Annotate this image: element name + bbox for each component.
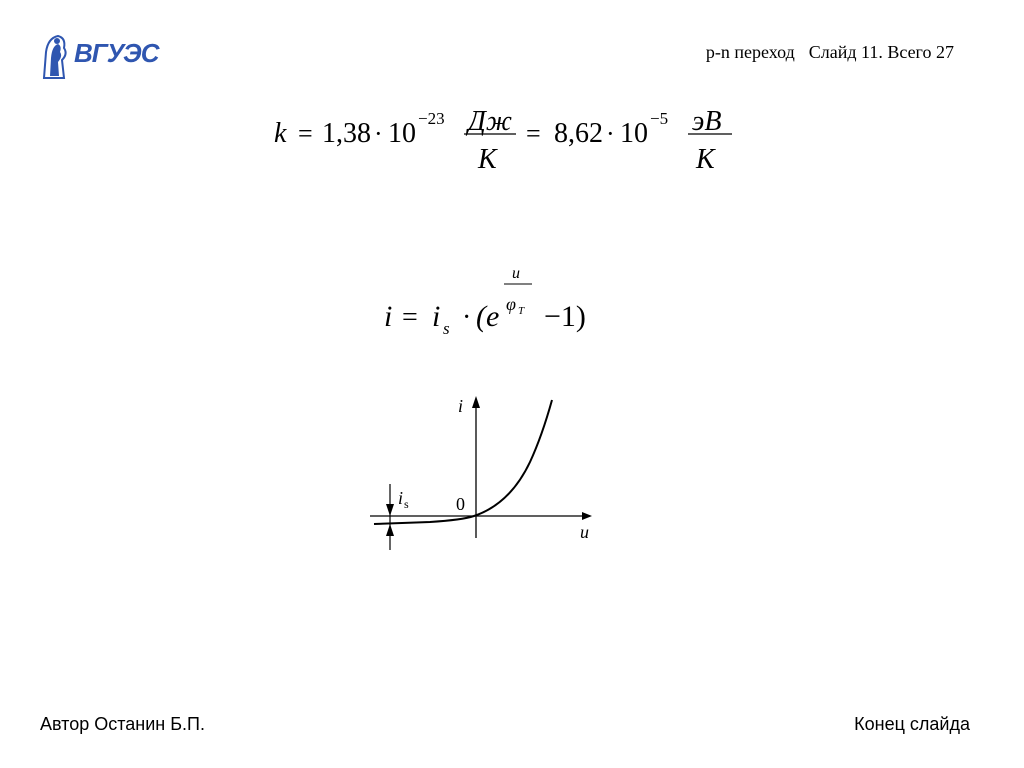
- logo-text: ВГУЭС: [74, 38, 159, 68]
- saturation-sub: s: [443, 319, 450, 338]
- paren-exp: (e: [476, 300, 500, 333]
- exponent-1: −23: [418, 109, 445, 128]
- equals-3: =: [402, 302, 418, 333]
- unit2-numerator: эВ: [692, 106, 722, 137]
- unit1-numerator: Дж: [468, 106, 512, 137]
- is-label-sub: s: [404, 497, 409, 511]
- exponent-numerator: u: [512, 265, 520, 282]
- iv-characteristic-graph: [370, 392, 600, 552]
- dot-1: ·: [374, 119, 383, 148]
- equals-1: =: [298, 119, 313, 148]
- coef-2: 8,62: [554, 118, 603, 149]
- slide-topic: p-n переход: [705, 42, 795, 62]
- unit2-denominator: К: [696, 144, 715, 175]
- diode-equation: [380, 262, 620, 344]
- slide-counter: Слайд 11. Всего 27: [808, 42, 954, 62]
- base-2: 10: [620, 118, 648, 149]
- end-slide-button[interactable]: Конец слайда: [854, 714, 970, 734]
- exponent-denominator: φ: [506, 294, 516, 314]
- slide-header: [706, 42, 954, 63]
- dot-3: ·: [462, 302, 472, 333]
- is-arrow-up-icon: [386, 524, 394, 536]
- y-axis-label: i: [458, 396, 464, 416]
- current-symbol: i: [384, 300, 393, 333]
- exponent-denominator-sub: T: [518, 305, 525, 317]
- minus-one-close: −1): [544, 300, 586, 333]
- university-logo: [38, 32, 160, 80]
- y-axis-arrow-icon: [472, 396, 480, 408]
- is-arrow-down-icon: [386, 504, 394, 516]
- equals-2: =: [526, 119, 541, 148]
- saturation-current: i: [432, 300, 441, 333]
- author-label: Автор Останин Б.П.: [40, 714, 205, 734]
- origin-label: 0: [456, 494, 465, 514]
- dot-2: ·: [606, 119, 615, 148]
- boltzmann-formula: [270, 102, 740, 182]
- is-label: i: [398, 488, 404, 508]
- x-axis-arrow-icon: [582, 512, 592, 520]
- logo-emblem-icon: [38, 32, 72, 80]
- unit1-denominator: К: [478, 144, 497, 175]
- base-1: 10: [388, 118, 416, 149]
- coef-1: 1,38: [322, 118, 371, 149]
- exponent-2: −5: [650, 109, 669, 128]
- k-symbol: k: [274, 118, 287, 149]
- x-axis-label: u: [580, 522, 589, 542]
